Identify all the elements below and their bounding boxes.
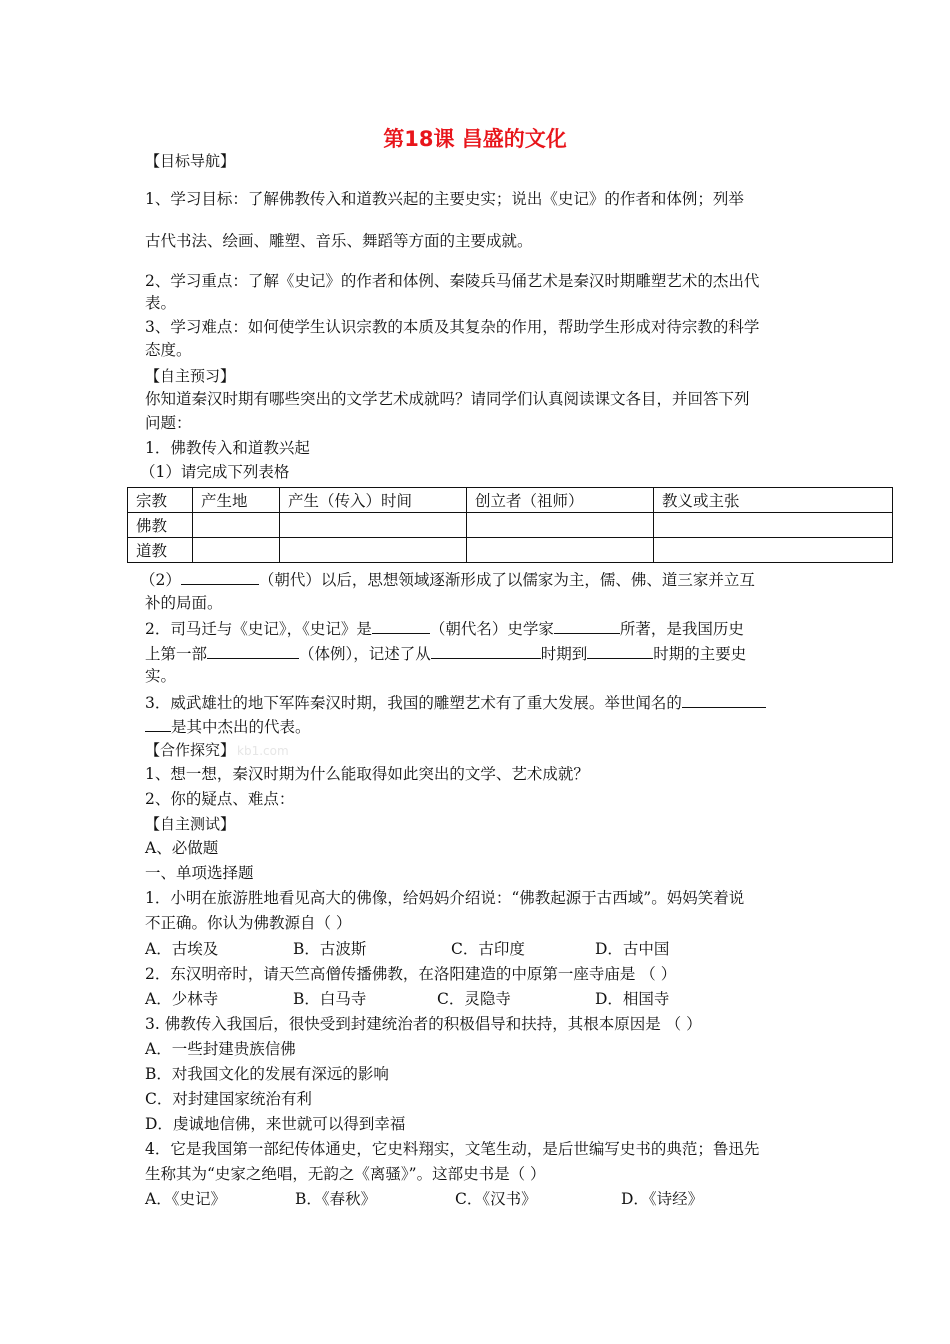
test-q3-option-d[interactable]: D．虔诚地信佛，来世就可以得到幸福 bbox=[145, 1115, 406, 1133]
test-q3: 3. 佛教传入我国后，很快受到封建统治者的积极倡导和扶持，其根本原因是 （ ） bbox=[145, 1015, 702, 1033]
goal-2-line-2: 表。 bbox=[145, 294, 177, 312]
table-header-cell: 教义或主张 bbox=[654, 488, 893, 513]
goal-1-line-1: 1、学习目标：了解佛教传入和道教兴起的主要史实；说出《史记》的作者和体例；列举 bbox=[145, 190, 744, 208]
option-a[interactable]: A．古埃及 bbox=[145, 940, 219, 958]
watermark: kb1.com bbox=[237, 744, 289, 758]
preview-question-2-line-3: 实。 bbox=[145, 667, 177, 685]
test-q3-option-c[interactable]: C．对封建国家统治有利 bbox=[145, 1090, 312, 1108]
fill-blank-start-period[interactable] bbox=[431, 642, 541, 659]
test-q1-line-2: 不正确。你认为佛教源自（ ） bbox=[145, 914, 352, 932]
preview-question-3-line-2 bbox=[145, 715, 311, 737]
preview-question-3-line-1 bbox=[145, 691, 766, 713]
option-b[interactable]: B．《春秋》 bbox=[295, 1190, 377, 1208]
explore-question-1: 1、想一想，秦汉时期为什么能取得如此突出的文学、艺术成就？ bbox=[145, 765, 589, 783]
preview-question-2-line-2 bbox=[145, 642, 746, 664]
test-q3-option-b[interactable]: B．对我国文化的发展有深远的影响 bbox=[145, 1065, 389, 1083]
section-heading-preview: 【自主预习】 bbox=[145, 367, 236, 385]
q1-2-prefix: （2） bbox=[140, 571, 181, 589]
test-q2-options bbox=[145, 989, 669, 1009]
table-cell-blank[interactable] bbox=[654, 538, 893, 563]
q3-text-1: 3．威武雄壮的地下军阵秦汉时期，我国的雕塑艺术有了重大发展。举世闻名的 bbox=[145, 694, 682, 712]
table-header-row bbox=[128, 488, 893, 513]
test-q3-option-a[interactable]: A．一些封建贵族信佛 bbox=[145, 1040, 296, 1058]
table-cell-blank[interactable] bbox=[280, 513, 467, 538]
option-d[interactable]: D．相国寺 bbox=[595, 990, 670, 1008]
preview-intro-line-2: 问题： bbox=[145, 414, 192, 432]
table-row bbox=[128, 513, 893, 538]
q2-text-3: 所著，是我国历史 bbox=[619, 620, 744, 638]
fill-blank-dynasty[interactable] bbox=[181, 568, 259, 585]
preview-question-1-2-line-2: 补的局面。 bbox=[145, 594, 223, 612]
q1-2-text: （朝代）以后，思想领域逐渐形成了以儒家为主，儒、佛、道三家并立互 bbox=[258, 571, 755, 589]
table-cell-blank[interactable] bbox=[193, 538, 280, 563]
fill-blank-genre[interactable] bbox=[207, 642, 299, 659]
fill-blank-sculpture-cont[interactable] bbox=[145, 715, 171, 732]
table-cell-blank[interactable] bbox=[654, 513, 893, 538]
option-c[interactable]: C．《汉书》 bbox=[455, 1190, 537, 1208]
section-heading-test: 【自主测试】 bbox=[145, 815, 236, 833]
fill-blank-end-period[interactable] bbox=[587, 642, 653, 659]
q2-text-6: 时期到 bbox=[540, 645, 588, 663]
table-header-cell: 创立者（祖师） bbox=[467, 488, 654, 513]
table-cell-blank[interactable] bbox=[467, 538, 654, 563]
test-q2: 2．东汉明帝时，请天竺高僧传播佛教，在洛阳建造的中原第一座寺庙是 （ ） bbox=[145, 965, 677, 983]
goal-2-line-1: 2、学习重点：了解《史记》的作者和体例、秦陵兵马俑艺术是秦汉时期雕塑艺术的杰出代 bbox=[145, 272, 760, 290]
table-header-cell: 产生（传入）时间 bbox=[280, 488, 467, 513]
option-d[interactable]: D．《诗经》 bbox=[621, 1190, 704, 1208]
test-q4-line-1: 4．它是我国第一部纪传体通史，它史料翔实，文笔生动，是后世编写史书的典范；鲁迅先 bbox=[145, 1140, 760, 1158]
q2-text-4: 上第一部 bbox=[145, 645, 208, 663]
explore-heading-text: 【合作探究】 bbox=[145, 741, 236, 759]
option-d[interactable]: D．古中国 bbox=[595, 940, 670, 958]
preview-question-2-line-1 bbox=[145, 617, 744, 639]
option-c[interactable]: C．古印度 bbox=[451, 940, 525, 958]
q2-text-2: （朝代名）史学家 bbox=[429, 620, 554, 638]
preview-question-1-2-line-1 bbox=[140, 568, 755, 590]
table-header-cell: 产生地 bbox=[193, 488, 280, 513]
table-cell: 佛教 bbox=[128, 513, 193, 538]
table-header-cell: 宗教 bbox=[128, 488, 193, 513]
option-a[interactable]: A．少林寺 bbox=[145, 990, 219, 1008]
section-heading-goals: 【目标导航】 bbox=[145, 152, 236, 170]
test-q1-line-1: 1．小明在旅游胜地看见高大的佛像，给妈妈介绍说：“佛教起源于古西域”。妈妈笑着说 bbox=[145, 889, 745, 907]
table-cell: 道教 bbox=[128, 538, 193, 563]
option-b[interactable]: B．白马寺 bbox=[293, 990, 367, 1008]
table-cell-blank[interactable] bbox=[467, 513, 654, 538]
goal-1-line-2: 古代书法、绘画、雕塑、音乐、舞蹈等方面的主要成就。 bbox=[145, 232, 533, 250]
option-a[interactable]: A．《史记》 bbox=[145, 1190, 226, 1208]
q2-text-7: 时期的主要史 bbox=[653, 645, 747, 663]
option-c[interactable]: C．灵隐寺 bbox=[437, 990, 511, 1008]
goal-3-line-1: 3、学习难点：如何使学生认识宗教的本质及其复杂的作用，帮助学生形成对待宗教的科学 bbox=[145, 318, 760, 336]
fill-blank-historian[interactable] bbox=[554, 617, 620, 634]
goal-3-line-2: 态度。 bbox=[145, 341, 192, 359]
explore-question-2: 2、你的疑点、难点： bbox=[145, 790, 295, 808]
test-part-a: A、必做题 bbox=[145, 839, 219, 857]
preview-question-1-1: （1）请完成下列表格 bbox=[140, 463, 290, 481]
fill-blank-sculpture[interactable] bbox=[682, 691, 766, 708]
test-q4-options bbox=[145, 1189, 703, 1209]
page-title: 第18课 昌盛的文化 bbox=[383, 127, 567, 151]
test-part-1: 一、单项选择题 bbox=[145, 864, 254, 882]
table-cell-blank[interactable] bbox=[280, 538, 467, 563]
test-q4-line-2: 生称其为“史家之绝唱，无韵之《离骚》”。这部史书是（ ） bbox=[145, 1165, 546, 1183]
religion-table bbox=[127, 487, 893, 563]
option-b[interactable]: B．古波斯 bbox=[293, 940, 367, 958]
test-q1-options bbox=[145, 939, 669, 959]
preview-question-1: 1．佛教传入和道教兴起 bbox=[145, 439, 310, 457]
q2-text-5: （体例），记述了从 bbox=[299, 645, 431, 663]
table-cell-blank[interactable] bbox=[193, 513, 280, 538]
table-row bbox=[128, 538, 893, 563]
section-heading-explore bbox=[145, 740, 289, 761]
q2-text-1: 2．司马迁与《史记》，《史记》是 bbox=[145, 620, 372, 638]
preview-intro-line-1: 你知道秦汉时期有哪些突出的文学艺术成就吗？请同学们认真阅读课文各目，并回答下列 bbox=[145, 390, 750, 408]
fill-blank-dynasty-name[interactable] bbox=[372, 617, 430, 634]
q3-text-2: 是其中杰出的代表。 bbox=[171, 718, 311, 736]
